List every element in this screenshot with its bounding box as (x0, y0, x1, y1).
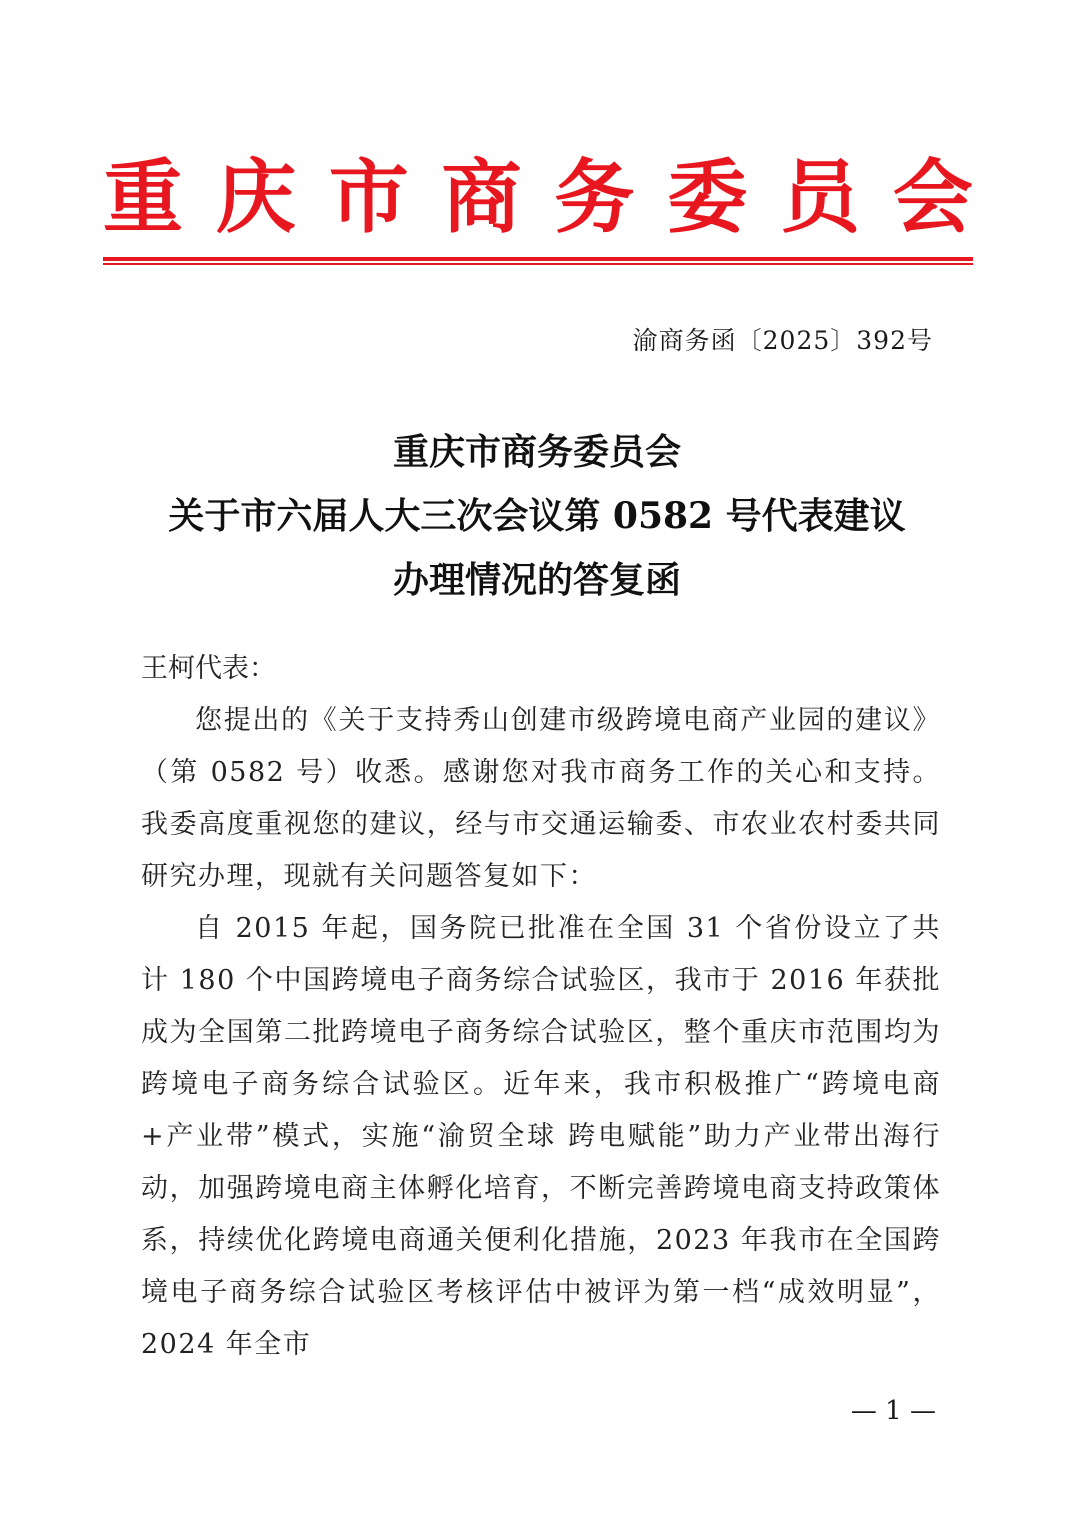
document-title (100, 420, 974, 612)
letter-body (141, 643, 941, 1371)
masthead-char: 委 (667, 150, 748, 244)
title-line: 重庆市商务委员会 (392, 431, 681, 473)
masthead-char: 会 (892, 150, 973, 244)
masthead-char: 商 (441, 150, 522, 244)
salutation: 王柯代表： (141, 653, 276, 684)
title-line: 关于市六届人大三次会议第 0582 号代表建议 (168, 495, 906, 537)
body-paragraph: 您提出的《关于支持秀山创建市级跨境电商产业园的建议》（第 0582 号）收悉。感谢您对我市商务工作的关心和支持。我委高度重视您的建议，经与市交通运输委、市农业农村委共同研究办理，现就有关问题答复如下： (141, 705, 941, 892)
masthead-divider-thick (103, 257, 973, 261)
document-number: 渝商务函〔2025〕392号 (632, 326, 933, 355)
masthead-char: 重 (103, 150, 183, 244)
masthead-char: 庆 (215, 150, 296, 244)
page-number: — 1 — (850, 1396, 936, 1426)
masthead-char: 市 (328, 150, 409, 244)
masthead-divider-thin (103, 263, 973, 265)
masthead-char: 务 (554, 150, 635, 244)
body-paragraph: 自 2015 年起，国务院已批准在全国 31 个省份设立了共计 180 个中国跨境电子商务综合试验区，我市于 2016 年获批成为全国第二批跨境电子商务综合试验区，整个重庆市范围均为跨境电子商务综合试验区。近年来，我市积极推广“跨境电商+产业带”模式，实施“渝贸全球 跨电赋能”助力产业带出海行动，加强跨境电商主体孵化培育，不断完善跨境电商支持政策体系，持续优化跨境电商通关便利化措施，2023 年我市在全国跨境电子商务综合试验区考核评估中被评为第一档“成效明显”， 2024 年全市 (141, 913, 941, 1360)
issuing-authority-masthead (103, 142, 973, 252)
title-line: 办理情况的答复函 (392, 559, 681, 601)
masthead-char: 员 (780, 150, 861, 244)
